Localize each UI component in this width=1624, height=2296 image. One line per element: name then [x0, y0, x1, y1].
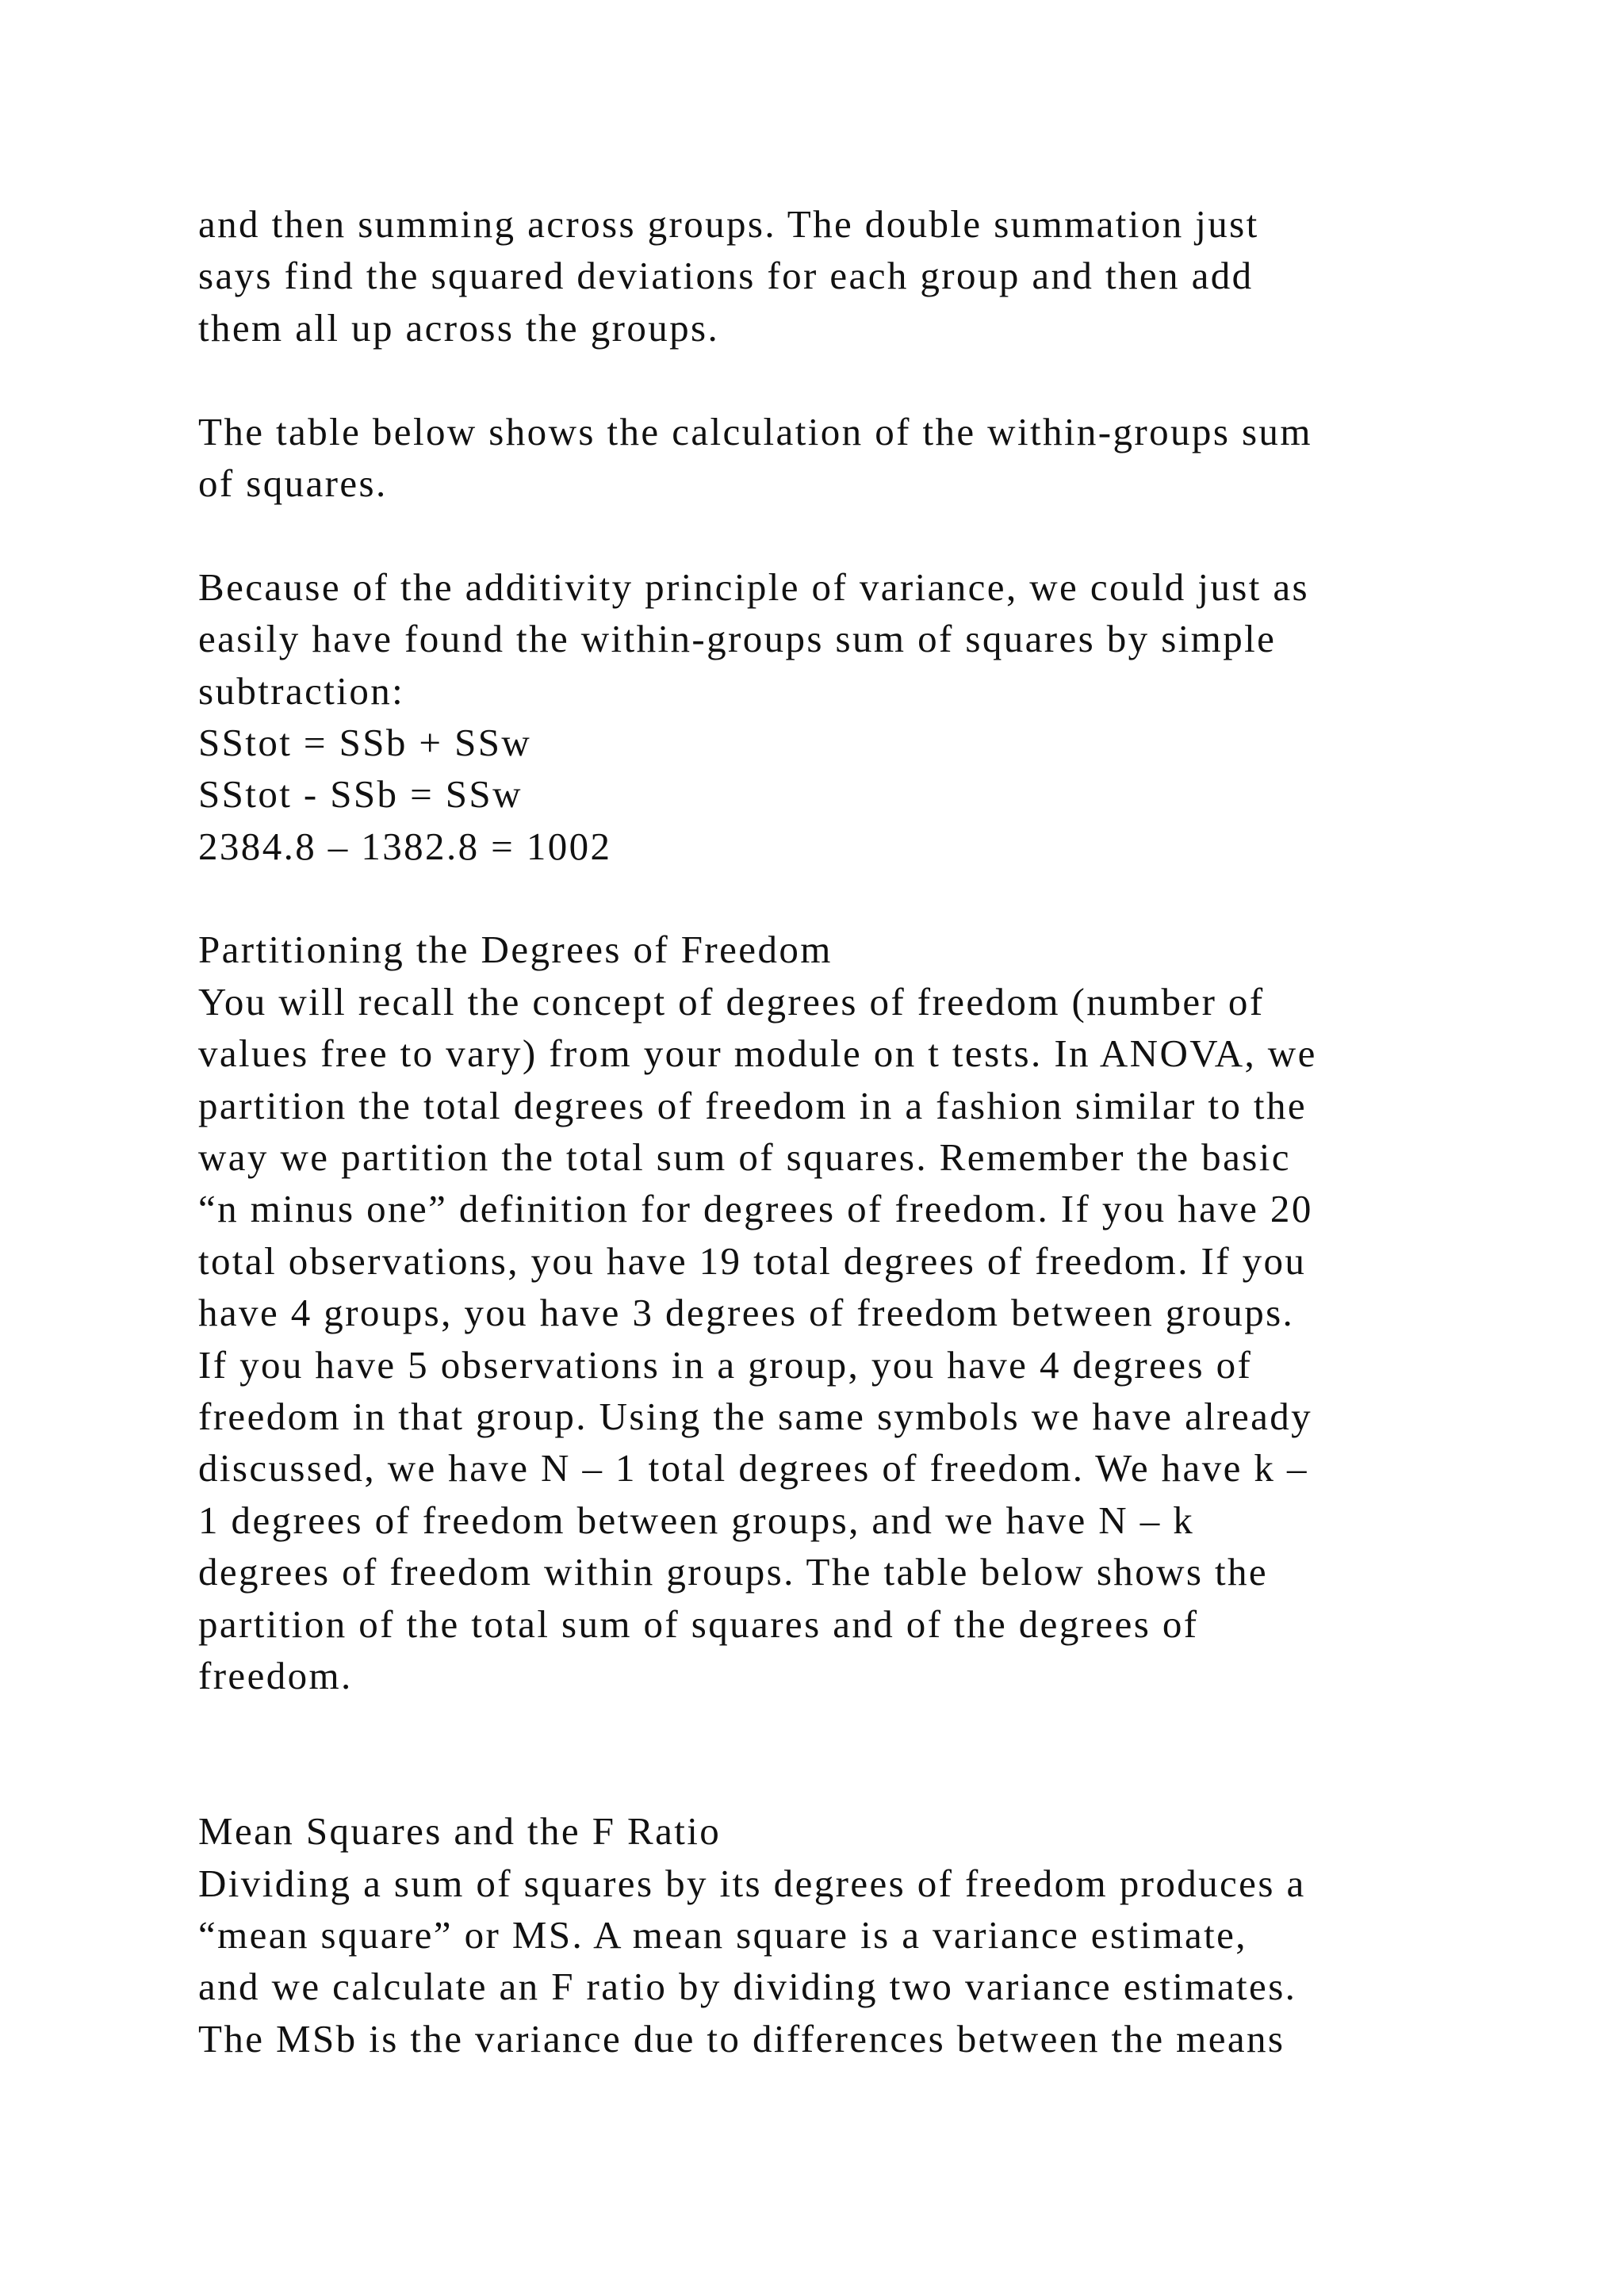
text-line: degrees of freedom within groups. The table below shows the — [198, 1550, 1269, 1594]
text-line: of squares. — [198, 461, 388, 505]
equation-line: SStot - SSb = SSw — [198, 772, 523, 817]
text-line: Because of the additivity principle of variance, we could just as — [198, 564, 1310, 609]
text-line: them all up across the groups. — [198, 305, 720, 350]
text-line: “mean square” or MS. A mean square is a variance estimate, — [198, 1912, 1247, 1957]
text-line: freedom in that group. Using the same symbols we have already — [198, 1394, 1313, 1438]
text-line: easily have found the within-groups sum of squares by simple — [198, 617, 1277, 661]
text-line: You will recall the concept of degrees of freedom (number of — [198, 979, 1265, 1024]
text-line: way we partition the total sum of squares. Remember the basic — [198, 1135, 1291, 1180]
text-line: partition of the total sum of squares and of the degrees of — [198, 1601, 1199, 1646]
paragraph-gap — [198, 1701, 1467, 1753]
document-body — [198, 198, 1467, 2064]
paragraph-gap — [198, 872, 1467, 924]
text-line: have 4 groups, you have 3 degrees of freedom between groups. — [198, 1291, 1295, 1335]
text-line: total observations, you have 19 total degrees of freedom. If you — [198, 1238, 1307, 1283]
section-heading: Mean Squares and the F Ratio — [198, 1809, 722, 1854]
paragraph-gap — [198, 509, 1467, 561]
equation-line: 2384.8 – 1382.8 = 1002 — [198, 824, 612, 868]
paragraph-gap — [198, 354, 1467, 405]
paragraph-gap — [198, 1754, 1467, 1805]
equation-line: SStot = SSb + SSw — [198, 720, 532, 764]
text-line: Dividing a sum of squares by its degrees of freedom produces a — [198, 1861, 1306, 1905]
paragraph-within-groups-table-note — [198, 406, 1467, 510]
text-line: discussed, we have N – 1 total degrees of freedom. We have k – — [198, 1446, 1308, 1490]
section-degrees-of-freedom — [198, 924, 1467, 1701]
text-line: and then summing across groups. The double summation just — [198, 202, 1259, 246]
text-line: 1 degrees of freedom between groups, and we have N – k — [198, 1498, 1195, 1542]
section-heading: Partitioning the Degrees of Freedom — [198, 928, 833, 972]
paragraph-additivity-intro — [198, 198, 1467, 354]
text-line: freedom. — [198, 1653, 353, 1697]
text-line: says find the squared deviations for each group and then add — [198, 254, 1254, 298]
text-line: “n minus one” definition for degrees of freedom. If you have 20 — [198, 1187, 1313, 1231]
text-line: values free to vary) from your module on t tests. In ANOVA, we — [198, 1031, 1317, 1076]
text-line: If you have 5 observations in a group, you have 4 degrees of — [198, 1342, 1253, 1387]
text-line: subtraction: — [198, 668, 405, 713]
text-line: and we calculate an F ratio by dividing two variance estimates. — [198, 1965, 1297, 2009]
text-line: The table below shows the calculation of the within-groups sum — [198, 409, 1312, 453]
section-mean-squares — [198, 1805, 1467, 2064]
text-line: partition the total degrees of freedom in a fashion similar to the — [198, 1083, 1307, 1127]
text-line: The MSb is the variance due to differences between the means — [198, 2016, 1285, 2061]
paragraph-additivity-principle — [198, 561, 1467, 872]
